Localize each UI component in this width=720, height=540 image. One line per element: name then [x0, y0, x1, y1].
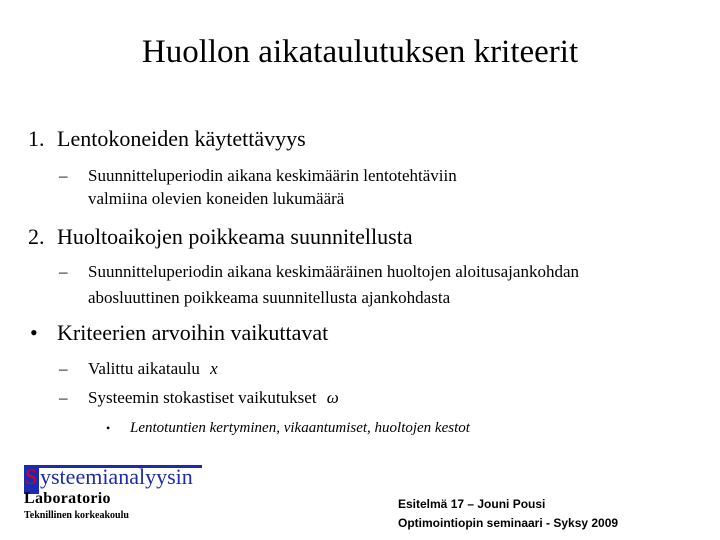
omega-symbol: ω — [326, 388, 339, 407]
item-3-sub-1 — [88, 358, 218, 380]
footer-presentation: Esitelmä 17 – Jouni Pousi — [398, 497, 546, 511]
item-3-sub-2-marker: – — [59, 388, 68, 407]
item-2-marker: 2. — [28, 224, 45, 249]
item-3-text: Kriteerien arvoihin vaikuttavat — [57, 320, 329, 345]
logo-laboratorio: Laboratorio — [24, 490, 111, 507]
item-2-sub-line-1: Suunnitteluperiodin aikana keskimääräinen huoltojen aloitusajankohdan — [88, 262, 579, 281]
item-1-sub-marker: – — [59, 166, 68, 185]
item-1-sub-line-1: Suunnitteluperiodin aikana keskimäärin lentotehtäviin — [88, 166, 457, 185]
item-3-sub-2-text: Systeemin stokastiset vaikutukset — [88, 388, 317, 407]
item-1-sub-line-2: valmiina olevien koneiden lukumäärä — [88, 189, 345, 208]
slide-title: Huollon aikataulutuksen kriteerit — [141, 34, 579, 70]
footer — [398, 495, 618, 533]
item-3-sub-1-text: Valittu aikataulu — [88, 359, 200, 378]
item-1-marker: 1. — [28, 126, 45, 151]
item-3-sub-2 — [88, 387, 339, 409]
item-1-text: Lentokoneiden käytettävyys — [57, 126, 306, 151]
logo-wordmark: ysteemianalyysin — [40, 464, 193, 489]
item-3-sub-1-marker: – — [59, 359, 68, 378]
logo-frame — [24, 465, 202, 491]
item-2-text: Huoltoaikojen poikkeama suunnitellusta — [57, 224, 413, 249]
logo-university: Teknillinen korkeakoulu — [24, 510, 129, 521]
logo-first-letter: S — [25, 464, 38, 489]
item-2-sub-line-2: abosluuttinen poikkeama suunnitellusta ajankohdasta — [88, 288, 451, 307]
item-3-bullet: • — [30, 320, 38, 345]
footer-course: Optimointiopin seminaari - Syksy 2009 — [398, 516, 619, 530]
item-2-sub-marker: – — [59, 262, 68, 281]
lab-logo — [24, 464, 202, 521]
item-3-subsub-bullet: • — [106, 421, 111, 435]
item-3-subsub-text: Lentotuntien kertyminen, vikaantumiset, huoltojen kestot — [130, 420, 470, 436]
schedule-symbol: x — [210, 359, 218, 378]
